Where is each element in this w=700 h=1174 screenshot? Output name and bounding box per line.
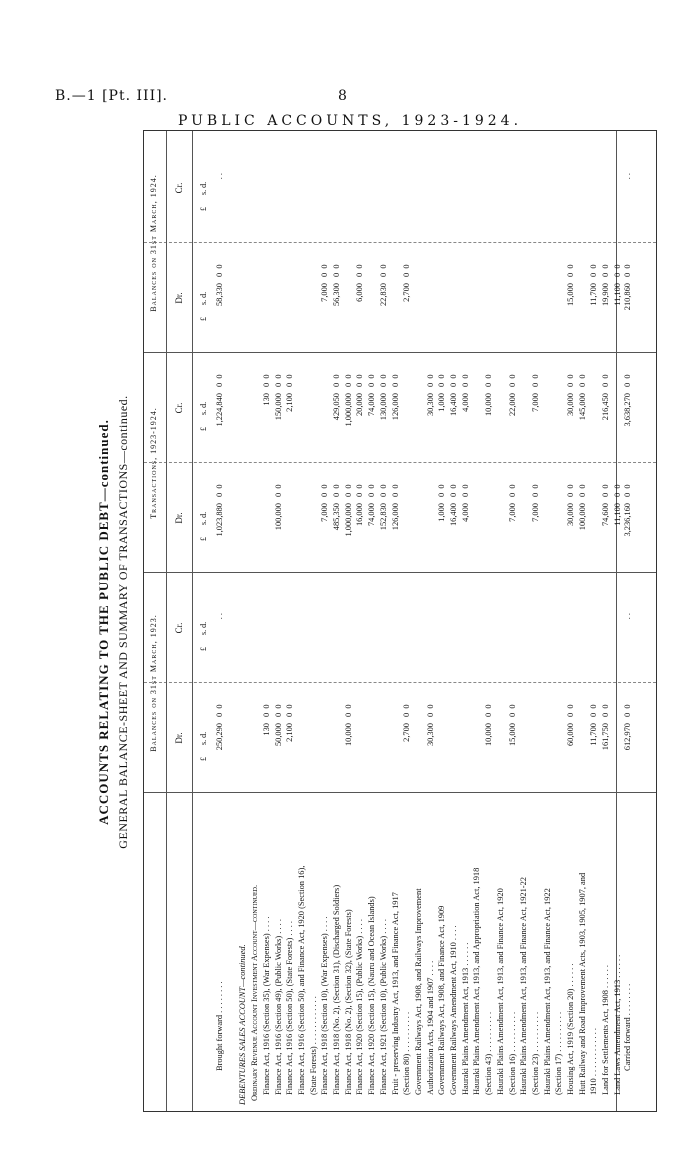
header-transactions: Transactions, 1923-1924. (149, 407, 158, 519)
row-label: Land Laws Amendment Act, 1913 . . . . . . (612, 954, 622, 1095)
row-label: Hauraki Plains Amendment Act, 1913, and Finance Act, 1920 (495, 888, 505, 1095)
amount-cell: 58,330 (215, 283, 224, 307)
amount-cell: 1,000,000 (343, 503, 353, 537)
sd-cell: 0 0 (390, 484, 400, 497)
row-label: Brought forward . . . . . . . . (215, 981, 224, 1071)
amount-cell: 30,000 (566, 393, 575, 417)
sd-cell: 0 0 (390, 374, 400, 387)
statement-title: ACCOUNTS RELATING TO THE PUBLIC DEBT—continued. (96, 419, 111, 825)
amount-cell: 126,000 (390, 503, 400, 531)
amount-cell: 56,300 (332, 283, 341, 307)
amount-cell: 130 (261, 393, 271, 406)
units-label: £ s. d. (199, 621, 208, 651)
amount-cell: 152,830 (378, 503, 388, 531)
amount-cell: 2,100 (285, 723, 295, 742)
amount-cell: 161,750 (601, 723, 611, 751)
amount-cell: 19,900 (601, 283, 611, 307)
table-row (413, 131, 424, 1111)
amount-cell: 1,224,840 (215, 393, 224, 427)
amount-cell: 1,000 (437, 393, 447, 412)
amount-cell: 60,000 (566, 723, 575, 747)
total-row (622, 131, 633, 1111)
row-label: Finance Act, 1918 (Section 10), (War Expenses) . . . . (320, 916, 330, 1095)
row-label: (Section 16) . . . . . . . . . . (507, 1011, 517, 1095)
amount-cell: 10,000 (484, 723, 494, 747)
amount-cell: 15,000 (507, 723, 517, 747)
table-row (518, 131, 529, 1111)
table-row (495, 131, 506, 1111)
amount-cell: 150,000 (273, 393, 283, 421)
table-row (319, 131, 330, 1111)
total-amount: 612,970 (623, 723, 632, 751)
row-label: Finance Act, 1920 (Section 15), (Nauru and Ocean Islands) (367, 896, 377, 1095)
header-dr: Dr. (174, 292, 184, 304)
table-row (249, 131, 260, 1111)
table-row (331, 131, 342, 1111)
sd-cell: 0 0 (215, 374, 224, 387)
amount-cell: 4,000 (460, 503, 470, 522)
sd-cell: 0 0 (425, 704, 435, 717)
amount-cell: 7,000 (530, 393, 540, 412)
amount-cell: 20,000 (355, 393, 365, 417)
units-label: £ s. d. (199, 291, 208, 321)
amount-cell: 429,050 (332, 393, 341, 421)
units-label: £ s. d. (199, 401, 208, 431)
sd-cell: 0 0 (460, 484, 470, 497)
sd-cell: 0 0 (566, 704, 575, 717)
row-label: Finance Act, 1916 (Section 35), (War Expenses) . . . . (261, 916, 271, 1095)
header-cr: Cr. (174, 622, 184, 634)
table-row (273, 131, 284, 1111)
total-sd: 0 0 (623, 264, 632, 277)
table-row (425, 131, 436, 1111)
amount-cell: 6,000 (355, 283, 365, 302)
amount-cell: 30,000 (566, 503, 575, 527)
sd-cell: 0 0 (577, 484, 587, 497)
table-row (553, 131, 564, 1111)
statement-subtitle: GENERAL BALANCE-SHEET AND SUMMARY OF TRANSACTIONS—continued. (116, 395, 130, 849)
sd-cell: 0 0 (449, 484, 458, 497)
table-row (471, 131, 482, 1111)
table-row (308, 131, 319, 1111)
amount-cell: 16,400 (449, 393, 458, 417)
table-row (237, 131, 248, 1111)
sd-cell: 0 0 (273, 484, 283, 497)
amount-cell: 1,023,880 (215, 503, 224, 537)
units-label: £ s. d. (199, 731, 208, 761)
row-label: Finance Act, 1916 (Section 50), (State Forests) . . . . (285, 921, 295, 1095)
row-label: Government Railways Act, 1908, and Finance Act, 1909 (437, 905, 447, 1095)
sd-cell: 0 0 (355, 264, 365, 277)
amount-cell: 22,830 (378, 283, 388, 307)
table-row (261, 131, 272, 1111)
row-label: (State Forests) . . . . . . . . . . . . (308, 996, 318, 1095)
header-balances-1924: Balances on 31st March, 1924. (149, 174, 158, 312)
sd-cell: 0 0 (484, 374, 494, 387)
amount-cell: 11,100 (612, 503, 622, 526)
row-label: Housing Act, 1919 (Section 20) . . . . . . (566, 963, 575, 1095)
table-row (366, 131, 377, 1111)
balance-sheet-table (143, 130, 657, 1112)
sd-cell: 0 0 (273, 374, 283, 387)
sd-cell: 0 0 (320, 484, 330, 497)
sd-cell: 0 0 (261, 704, 271, 717)
amount-cell: 74,600 (601, 503, 611, 527)
header-balances-1923: Balances on 31st March, 1923. (149, 614, 158, 752)
header-rule (166, 131, 167, 1111)
row-label: (Section 80) . . . . . . . . . . (402, 1011, 412, 1095)
row-label: DEBENTURES SALES ACCOUNT—continued. (238, 944, 248, 1105)
sd-cell: 0 0 (367, 374, 377, 387)
row-label: 1910 . . . . . . . . . . . . (589, 1028, 599, 1095)
amount-cell: 100,000 (577, 503, 587, 531)
amount-cell: 2,700 (402, 723, 412, 742)
sd-cell: 0 0 (261, 374, 271, 387)
sd-cell: 0 0 (402, 704, 412, 717)
amount-cell: 11,100 (612, 283, 622, 306)
row-label: (Section 17) . . . . . . . . . . (554, 1011, 564, 1095)
page-title: PUBLIC ACCOUNTS, 1923-1924. (177, 113, 523, 129)
sd-cell: 0 0 (589, 264, 599, 277)
table-row (343, 131, 354, 1111)
units-label: £ s. d. (199, 511, 208, 541)
table-row (214, 131, 225, 1111)
sd-cell: 0 0 (566, 374, 575, 387)
sd-cell: 0 0 (601, 484, 611, 497)
page-number: 8 (338, 88, 347, 104)
row-label: Authorization Acts, 1904 and 1907 . . . . (425, 960, 435, 1095)
sd-cell: 0 0 (507, 374, 517, 387)
amount-cell: 50,000 (273, 723, 283, 747)
row-label: Finance Act, 1920 (Section 15), (Public Works) . . . . (355, 919, 365, 1095)
sd-cell: 0 0 (612, 484, 622, 497)
row-label: (Section 23) . . . . . . . . . . (530, 1011, 540, 1095)
sd-cell: 0 0 (589, 704, 599, 717)
sd-cell: 0 0 (273, 704, 283, 717)
sd-cell: 0 0 (320, 264, 330, 277)
total-label: Carried forward . . . . . . . . (623, 983, 632, 1071)
amount-cell: 100,000 (273, 503, 283, 531)
header-cr: Cr. (174, 182, 184, 194)
amount-cell: 485,350 (332, 503, 341, 531)
sd-cell: 0 0 (437, 484, 447, 497)
sd-cell: 0 0 (215, 484, 224, 497)
page-reference: B.—1 [Pt. III]. (55, 88, 169, 104)
sd-cell: 0 0 (601, 264, 611, 277)
table-row (401, 131, 412, 1111)
total-sd: 0 0 (623, 484, 632, 497)
header-cr: Cr. (174, 402, 184, 414)
table-row (483, 131, 494, 1111)
amount-cell: 15,000 (566, 283, 575, 307)
sd-cell: 0 0 (484, 704, 494, 717)
sd-cell: 0 0 (530, 484, 540, 497)
sd-cell: 0 0 (343, 704, 353, 717)
table-row (577, 131, 588, 1111)
sd-cell: 0 0 (215, 704, 224, 717)
total-amount: 3,638,270 (623, 393, 632, 427)
amount-cell: 216,450 (601, 393, 611, 421)
amount-cell: 1,000,000 (343, 393, 353, 427)
table-row (296, 131, 307, 1111)
amount-cell: 1,000 (437, 503, 447, 522)
sd-cell: 0 0 (449, 374, 458, 387)
row-label: Finance Act, 1916 (Section 49), (Public Works) . . . . (273, 919, 283, 1095)
row-label: Finance Act, 1916 (Section 50), and Finance Act, 1920 (Section 16), (296, 865, 306, 1095)
amount-cell: 7,000 (320, 283, 330, 302)
table-row (588, 131, 599, 1111)
sd-cell: 0 0 (507, 484, 517, 497)
sd-cell: 0 0 (332, 484, 341, 497)
sd-cell: 0 0 (601, 374, 611, 387)
sd-cell: 0 0 (378, 264, 388, 277)
sd-cell: 0 0 (355, 374, 365, 387)
row-label: Hauraki Plains Amendment Act, 1913, and Finance Act, 1921-22 (519, 877, 529, 1095)
table-row (390, 131, 401, 1111)
row-label: Land for Settlements Act, 1908 . . . . . . (601, 964, 611, 1095)
sd-cell: 0 0 (566, 484, 575, 497)
sd-cell: 0 0 (378, 374, 388, 387)
amount-cell: 30,300 (425, 723, 435, 747)
sd-cell: 0 0 (332, 264, 341, 277)
row-label: Hauraki Plains Amendment Act, 1913 . . . . . . (460, 942, 470, 1095)
sd-cell: 0 0 (577, 374, 587, 387)
sd-cell: 0 0 (425, 374, 435, 387)
amount-cell: 74,000 (367, 503, 377, 527)
row-label: (Section 43) . . . . . . . . . . (484, 1011, 494, 1095)
table-row (507, 131, 518, 1111)
amount-cell: 7,000 (507, 503, 517, 522)
row-label: Government Railways Amendment Act, 1910 . . . . (449, 925, 458, 1095)
table-row (354, 131, 365, 1111)
amount-cell: 7,000 (320, 503, 330, 522)
amount-cell: 16,000 (355, 503, 365, 527)
table-row (378, 131, 389, 1111)
amount-cell: 30,300 (425, 393, 435, 417)
total-amount: . . (623, 173, 632, 184)
total-sd: 0 0 (623, 374, 632, 387)
total-amount: 210,860 (623, 283, 632, 311)
sd-cell: 0 0 (530, 374, 540, 387)
amount-cell: 16,400 (449, 503, 458, 527)
row-label: Fruit - preserving Industry Act, 1913, and Finance Act, 1917 (390, 892, 400, 1095)
header-dr: Dr. (174, 732, 184, 744)
table-row (600, 131, 611, 1111)
row-label: Hauraki Plains Amendment Act, 1913, and Finance Act, 1922 (542, 888, 552, 1095)
sd-cell: 0 0 (612, 264, 622, 277)
amount-cell: 10,000 (484, 393, 494, 417)
sd-cell: 0 0 (285, 374, 295, 387)
sd-cell: 0 0 (343, 374, 353, 387)
sd-cell: 0 0 (566, 264, 575, 277)
amount-cell: 4,000 (460, 393, 470, 412)
sd-cell: 0 0 (343, 484, 353, 497)
amount-cell: 2,700 (402, 283, 412, 302)
amount-cell: 130,000 (378, 393, 388, 421)
amount-cell: . . (215, 173, 224, 184)
amount-cell: 250,290 (215, 723, 224, 751)
sd-cell: 0 0 (215, 264, 224, 277)
table-row (460, 131, 471, 1111)
units-label: £ s. d. (199, 181, 208, 211)
row-label: Ordinary Revenue Account Investment Account—continued. (250, 884, 260, 1101)
row-label: Hauraki Plains Amendment Act, 1913, and Appropriation Act, 1918 (472, 867, 482, 1095)
header-rule (192, 131, 193, 1111)
total-amount: 3,236,160 (623, 503, 632, 537)
amount-cell: . . (215, 613, 224, 624)
sd-cell: 0 0 (367, 484, 377, 497)
row-label: Hutt Railway and Road Improvement Acts, 1903, 1905, 1907, and (577, 872, 587, 1095)
amount-cell: 10,000 (343, 723, 353, 747)
sd-cell: 0 0 (285, 704, 295, 717)
amount-cell: 11,700 (589, 723, 599, 746)
sd-cell: 0 0 (507, 704, 517, 717)
sd-cell: 0 0 (460, 374, 470, 387)
table-row (436, 131, 447, 1111)
table-row (530, 131, 541, 1111)
row-label: Finance Act, 1918 (No. 2), (Section 31), (Discharged Soldiers) (332, 884, 341, 1095)
header-dr: Dr. (174, 512, 184, 524)
amount-cell: 74,000 (367, 393, 377, 417)
amount-cell: 126,000 (390, 393, 400, 421)
total-amount: . . (623, 613, 632, 624)
total-sd: 0 0 (623, 704, 632, 717)
sd-cell: 0 0 (378, 484, 388, 497)
amount-cell: 145,000 (577, 393, 587, 421)
sd-cell: 0 0 (332, 374, 341, 387)
sd-cell: 0 0 (601, 704, 611, 717)
table-row (226, 131, 237, 1111)
amount-cell: 11,700 (589, 283, 599, 306)
sd-cell: 0 0 (402, 264, 412, 277)
amount-cell: 22,000 (507, 393, 517, 417)
amount-cell: 7,000 (530, 503, 540, 522)
amount-cell: 130 (261, 723, 271, 736)
table-row (284, 131, 295, 1111)
sd-cell: 0 0 (437, 374, 447, 387)
row-label: Government Railways Act, 1908, and Railways Improvement (413, 888, 423, 1095)
row-label: Finance Act, 1918 (No. 2), (Section 32), (State Forests) (343, 909, 353, 1095)
rotated-statement (90, 122, 670, 1122)
table-row (565, 131, 576, 1111)
table-row (542, 131, 553, 1111)
table-row (448, 131, 459, 1111)
sd-cell: 0 0 (355, 484, 365, 497)
amount-cell: 2,100 (285, 393, 295, 412)
row-label: Finance Act, 1921 (Section 10), (Public Works) . . . . (378, 919, 388, 1095)
